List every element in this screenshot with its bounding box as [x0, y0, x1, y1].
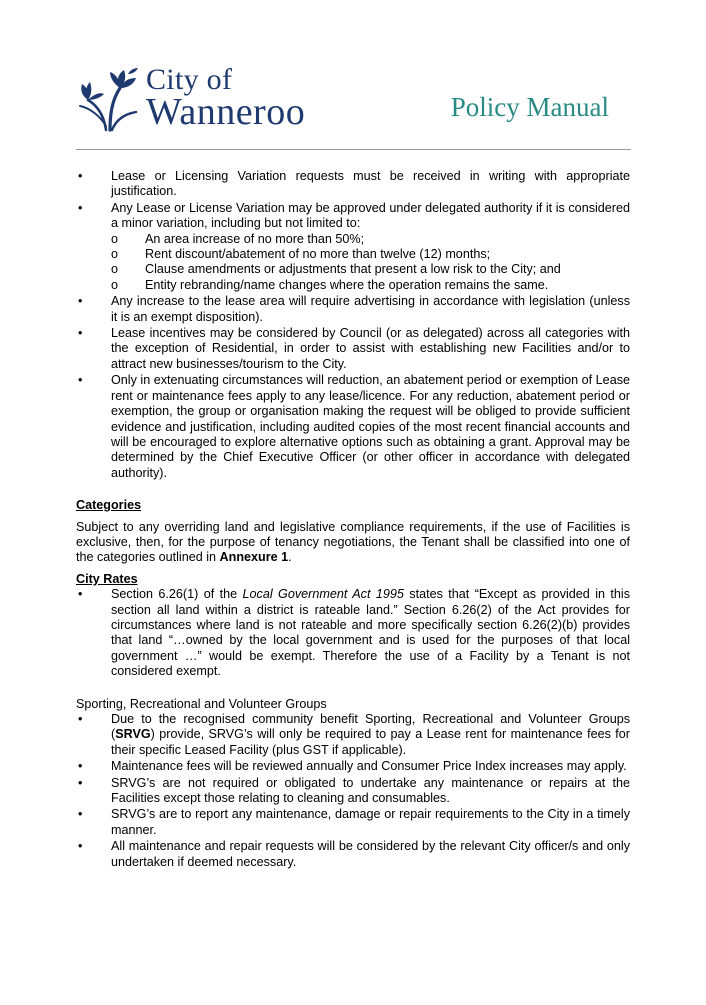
paragraph-text: . — [288, 550, 292, 565]
bullet-glyph: • — [78, 759, 83, 774]
sub-list-item-text: Entity rebranding/name changes where the operation remains the same. — [145, 277, 549, 292]
city-logo — [76, 64, 326, 134]
list-item — [76, 776, 630, 807]
list-item-text: Section 6.26(1) of the — [111, 587, 243, 602]
bullet-glyph: • — [78, 712, 83, 726]
bullet-glyph: • — [78, 587, 83, 602]
sub-list-item-text: Rent discount/abatement of no more than twelve (12) months; — [145, 247, 491, 262]
city-rates-list — [76, 587, 630, 679]
spacer — [76, 681, 630, 697]
sub-list-item-text: An area increase of no more than 50%; — [145, 231, 365, 246]
list-item-text: Maintenance fees will be reviewed annually and Consumer Price Index increases may apply. — [111, 759, 627, 774]
sub-bullet-glyph: o — [111, 277, 119, 292]
header-divider — [76, 149, 631, 150]
list-item-text: SRVG’s are not required or obligated to undertake any maintenance or repairs at the Facilities except those relating to cleaning and consumables. — [111, 775, 630, 806]
sub-list-item — [111, 247, 630, 262]
section-heading-city-rates: City Rates — [76, 571, 138, 586]
list-item-text: states that “Except as provided in this section all land within a district is rateable land.” Section 6.26(2) of the Act provides for circumstances where land is not rateable and more specifically section 6.26(2)(b) provides that land “…owned by the local government and is used for the purposes of that local government …” would be exempt. Therefore the use of a Facility by a Tenant is not considered exempt. — [111, 587, 630, 679]
sub-bullet-glyph: o — [111, 247, 119, 262]
section-heading-srvg: Sporting, Recreational and Volunteer Groups — [76, 696, 327, 711]
list-item-text: ) provide, SRVG’s will only be required to pay a Lease rent for maintenance fees for their specific Leased Facility (plus GST if applicable). — [111, 727, 630, 757]
spacer — [76, 482, 630, 498]
sub-bullet-glyph: o — [111, 231, 119, 246]
bullet-glyph: • — [78, 200, 83, 215]
list-item-text: Due to the recognised community benefit Sporting, Recreational and Volunteer Groups ( — [111, 712, 630, 742]
logo-text-city-of: City of — [146, 63, 233, 96]
list-item — [76, 201, 630, 293]
list-item — [76, 839, 630, 870]
policy-manual-title: Policy Manual — [450, 92, 609, 122]
list-item-text: All maintenance and repair requests will be considered by the relevant City officer/s and only undertaken if deemed necessary. — [111, 839, 630, 869]
wanneroo-flower-logo-icon — [76, 66, 140, 132]
bullet-glyph: • — [78, 775, 83, 790]
sub-list-item — [111, 232, 630, 247]
lease-variation-list — [76, 169, 630, 481]
bullet-glyph: • — [78, 839, 83, 854]
bullet-glyph: • — [78, 169, 83, 183]
list-item — [76, 169, 630, 200]
bullet-glyph: • — [78, 807, 83, 822]
bullet-glyph: • — [78, 373, 83, 388]
sub-list-item-text: Clause amendments or adjustments that present a low risk to the City; and — [145, 262, 561, 277]
logo-text-wanneroo: Wanneroo — [146, 91, 306, 133]
paragraph-text: Subject to any overriding land and legislative compliance requirements, if the use of Facilities is exclusive, then, for the purpose of tenancy negotiations, the Tenant shall be classified into one of the categories outlined in — [76, 519, 630, 565]
bullet-glyph: • — [78, 294, 83, 309]
section-heading-categories: Categories — [76, 498, 142, 513]
list-item — [76, 712, 630, 758]
list-item — [76, 373, 630, 481]
act-title: Local Government Act 1995 — [242, 587, 404, 602]
sub-list-item — [111, 262, 630, 277]
list-item — [76, 587, 630, 679]
list-item — [76, 326, 630, 372]
categories-paragraph — [76, 520, 630, 566]
list-item-text: Lease or Licensing Variation requests must be received in writing with appropriate justification. — [111, 169, 630, 199]
sub-bullet-glyph: o — [111, 262, 119, 277]
list-item-text: Any Lease or License Variation may be approved under delegated authority if it is considered a minor variation, including but not limited to: — [111, 200, 630, 231]
list-item — [76, 294, 630, 325]
minor-variation-sublist — [111, 232, 630, 294]
document-body — [76, 169, 630, 871]
list-item-text: Only in extenuating circumstances will reduction, an abatement period or exemption of Lease rent or maintenance fees apply to any lease/licence. For any reduction, abatement period or exemption, the group or organisation making the request will be obliged to provide sufficient evidence and justification, including audited copies of the most recent financial accounts and will be encouraged to explore alternative options such as obtaining a grant. Approval may be determined by the Chief Executive Officer (or other officer in accordance with delegated authority). — [111, 373, 630, 480]
page-header — [0, 0, 706, 150]
srvg-abbreviation: SRVG — [115, 727, 151, 742]
list-item-text: SRVG’s are to report any maintenance, damage or repair requirements to the City in a timely manner. — [111, 807, 630, 837]
list-item-text: Lease incentives may be considered by Council (or as delegated) across all categories with the exception of Residential, in order to assist with establishing new Facilities and/or to attract new businesses/tourism to the City. — [111, 326, 630, 371]
bullet-glyph: • — [78, 326, 83, 341]
list-item — [76, 759, 630, 774]
sub-list-item — [111, 278, 630, 293]
list-item — [76, 807, 630, 838]
srvg-list — [76, 712, 630, 870]
annexure-reference: Annexure 1 — [219, 550, 289, 565]
list-item-text: Any increase to the lease area will require advertising in accordance with legislation (unless it is an exempt disposition). — [111, 294, 630, 324]
